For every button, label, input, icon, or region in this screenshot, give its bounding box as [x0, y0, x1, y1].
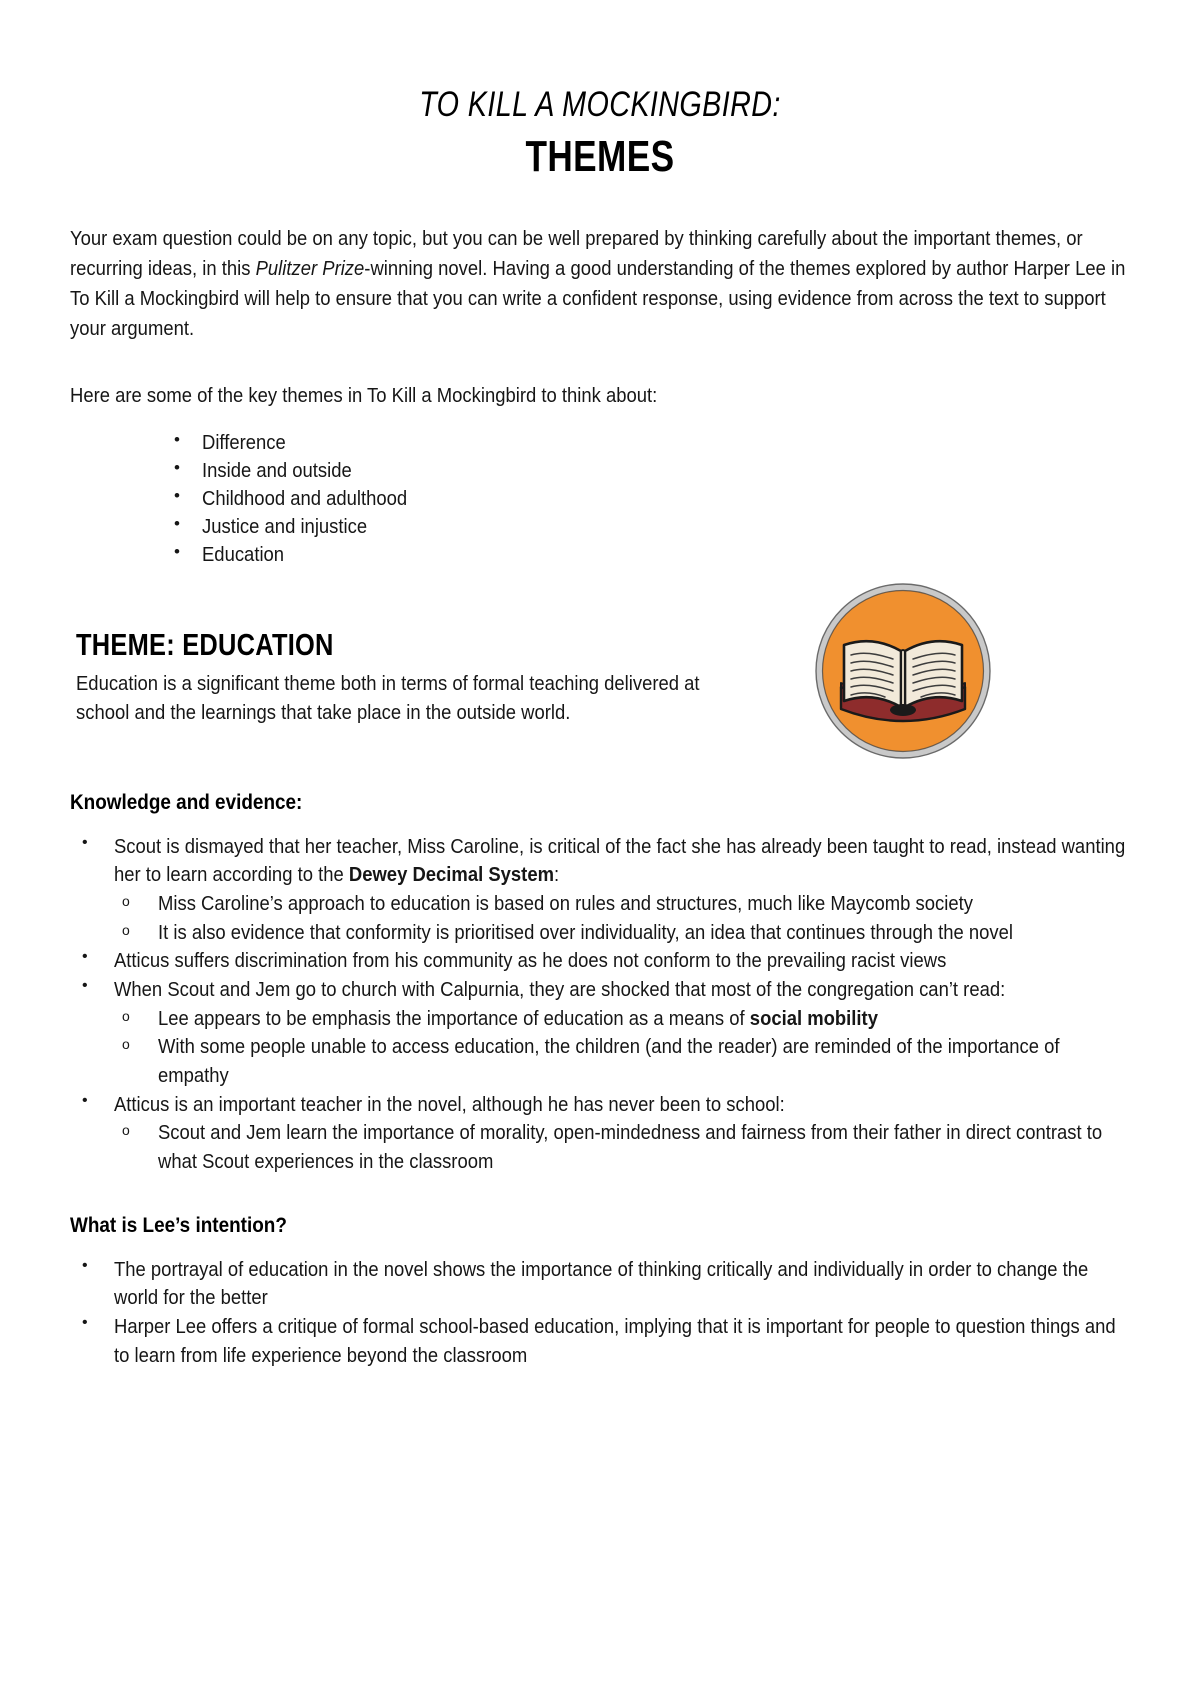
lees-intention-heading: What is Lee’s intention? [70, 1212, 287, 1237]
social-mobility-bold: social mobility [749, 1006, 878, 1030]
list-item [70, 890, 1130, 919]
list-item [70, 1033, 1130, 1090]
document-body [0, 224, 1200, 1371]
list-item [70, 1119, 1130, 1176]
evidence-text: o Lee appears to be emphasis the importance of education as a means of social mobility [158, 1006, 878, 1030]
list-item [70, 429, 1130, 457]
list-item [70, 1005, 1130, 1034]
intro-part-c: -winning novel. Having a good understanding of the themes explored by author Harper Lee in To Kill a Mockingbird will help to ensure that you can write a confident response, using evidence from across the text to support your argument. [70, 256, 1126, 341]
intention-text: • The portrayal of education in the novel shows the importance of thinking critically and individually in order to change the world for the better [114, 1257, 1089, 1310]
evidence-text: • Atticus suffers discrimination from his community as he does not conform to the prevailing racist views [114, 949, 947, 973]
list-item [70, 541, 1130, 569]
list-item [70, 513, 1130, 541]
list-item [70, 485, 1130, 513]
evidence-text: o Scout and Jem learn the importance of morality, open-mindedness and fairness from their father in direct contrast to what Scout experiences in the classroom [158, 1121, 1103, 1174]
themes-list [70, 429, 1130, 568]
intention-text: • Harper Lee offers a critique of formal school-based education, implying that it is important for people to question things and to learn from life experience beyond the classroom [114, 1315, 1116, 1367]
theme-education-description: Education is a significant theme both in terms of formal teaching delivered at school and the learnings that take place in the outside world. [76, 671, 700, 725]
evidence-text: o Miss Caroline’s approach to education is based on rules and structures, much like Maycomb society [158, 891, 973, 915]
list-item [70, 919, 1130, 948]
page-title-secondary: THEMES [525, 131, 675, 181]
list-item [70, 1091, 1130, 1120]
list-item [70, 976, 1130, 1005]
lees-intention-list [70, 1256, 1130, 1371]
evidence-text: • Scout is dismayed that her teacher, Miss Caroline, is critical of the fact she has already been taught to read, instead wanting her to learn according to the Dewey Decimal System: [114, 834, 1126, 887]
theme-label: Justice and injustice [202, 514, 368, 538]
here-are-line: Here are some of the key themes in To Kill a Mockingbird to think about: [70, 383, 658, 407]
evidence-text: • When Scout and Jem go to church with Calpurnia, they are shocked that most of the congregation can’t read: [114, 977, 1006, 1001]
evidence-text: • Atticus is an important teacher in the novel, although he has never been to school: [114, 1092, 785, 1116]
page-title-block [0, 0, 1200, 184]
knowledge-evidence-heading: Knowledge and evidence: [70, 789, 303, 814]
theme-education-heading: THEME: EDUCATION [76, 626, 334, 662]
theme-label: Childhood and adulthood [202, 486, 408, 510]
intro-part-a: Your exam question could be on any topic, but you can be well prepared by thinking carefully about the important themes, or recurring ideas, in this [70, 226, 1083, 280]
page-title-primary: TO KILL A MOCKINGBIRD: [419, 85, 781, 124]
evidence-text: o It is also evidence that conformity is prioritised over individuality, an idea that continues through the novel [158, 920, 1013, 944]
theme-label: Inside and outside [202, 459, 352, 483]
list-item [70, 1313, 1130, 1370]
dewey-decimal-system-bold: Dewey Decimal System [348, 863, 554, 887]
theme-label: Education [202, 542, 285, 566]
here-are-block [70, 381, 1130, 411]
theme-education-section [70, 627, 1130, 728]
list-item [70, 947, 1130, 976]
list-item [70, 457, 1130, 485]
pulitzer-prize-italic: Pulitzer Prize [255, 256, 365, 280]
intro-paragraph-block [70, 224, 1130, 345]
open-book-icon [815, 583, 991, 759]
intro-paragraph [70, 224, 1129, 345]
knowledge-evidence-list [70, 833, 1130, 1177]
theme-label: Difference [202, 431, 286, 455]
list-item [70, 1256, 1130, 1313]
list-item [70, 833, 1130, 890]
evidence-text: o With some people unable to access education, the children (and the reader) are reminded of the importance of empathy [158, 1035, 1060, 1088]
